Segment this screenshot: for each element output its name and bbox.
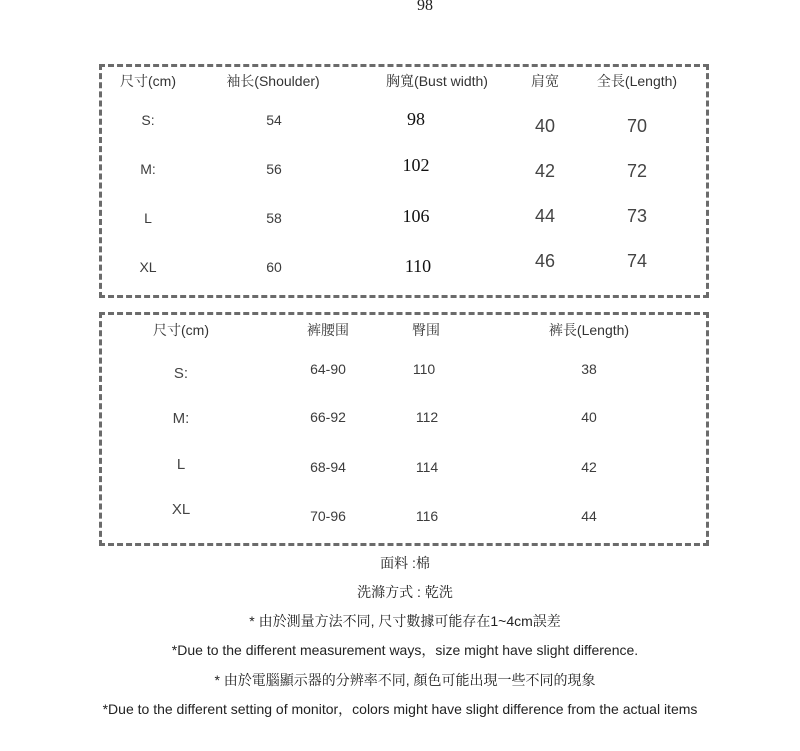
top-length-l: 73 [626,206,648,226]
top-header-shoulder: 肩宽 [531,73,559,89]
top-bust-m: 102 [402,155,430,175]
top-number-label: 98 [417,0,433,14]
top-header-bust: 胸寬(Bust width) [386,73,488,89]
bottom-header-waist: 裤腰围 [307,322,349,338]
bottom-header-size: 尺寸(cm) [153,322,209,338]
top-header-length: 全長(Length) [596,73,678,89]
monitor-note-zh: * 由於電腦顯示器的分辨率不同, 顏色可能出現一些不同的現象 [214,672,596,688]
washing-note: 洗滌方式 : 乾洗 [357,584,453,600]
top-size-xl: XL [139,259,157,275]
bottom-length-l: 42 [581,459,597,475]
bottom-size-m: M: [172,410,190,427]
top-length-xl: 74 [626,251,648,271]
bottom-length-m: 40 [581,409,597,425]
fabric-note: 面料 :棉 [380,555,430,571]
bottom-size-xl: XL [171,501,191,518]
top-sleeve-l: 58 [266,210,282,226]
top-bust-xl: 110 [404,256,432,276]
top-shoulder-m: 42 [534,161,556,181]
measurement-note-en: *Due to the different measurement ways，size might have slight difference. [171,642,639,658]
top-bust-l: 106 [402,206,430,226]
top-sleeve-m: 56 [266,161,282,177]
bottom-header-hip: 臀围 [412,322,440,338]
bottom-size-table [99,312,709,546]
top-sleeve-s: 54 [266,112,282,128]
measurement-note-zh: * 由於測量方法不同, 尺寸數據可能存在1~4cm誤差 [249,613,561,629]
bottom-waist-s: 64-90 [310,361,346,377]
top-bust-s: 98 [407,109,425,129]
top-shoulder-l: 44 [534,206,556,226]
bottom-hip-l: 114 [415,459,439,475]
bottom-waist-xl: 70-96 [310,508,346,524]
monitor-note-en: *Due to the different setting of monitor，colors might have slight difference from the actual items [102,701,698,717]
bottom-length-xl: 44 [581,508,597,524]
top-size-s: S: [141,112,155,128]
top-size-l: L [144,210,152,226]
bottom-hip-xl: 116 [415,508,439,524]
bottom-length-s: 38 [581,361,597,377]
top-sleeve-xl: 60 [266,259,282,275]
top-size-m: M: [140,161,156,177]
bottom-hip-m: 112 [415,409,439,425]
bottom-size-s: S: [173,365,189,382]
bottom-hip-s: 110 [412,361,436,377]
bottom-waist-l: 68-94 [310,459,346,475]
bottom-waist-m: 66-92 [310,409,346,425]
bottom-header-length: 裤長(Length) [548,322,630,338]
bottom-size-l: L [176,456,186,473]
top-length-m: 72 [626,161,648,181]
top-header-size: 尺寸(cm) [120,73,176,89]
top-shoulder-xl: 46 [534,251,556,271]
top-length-s: 70 [626,116,648,136]
top-header-sleeve: 袖长(Shoulder) [226,73,320,89]
top-shoulder-s: 40 [534,116,556,136]
